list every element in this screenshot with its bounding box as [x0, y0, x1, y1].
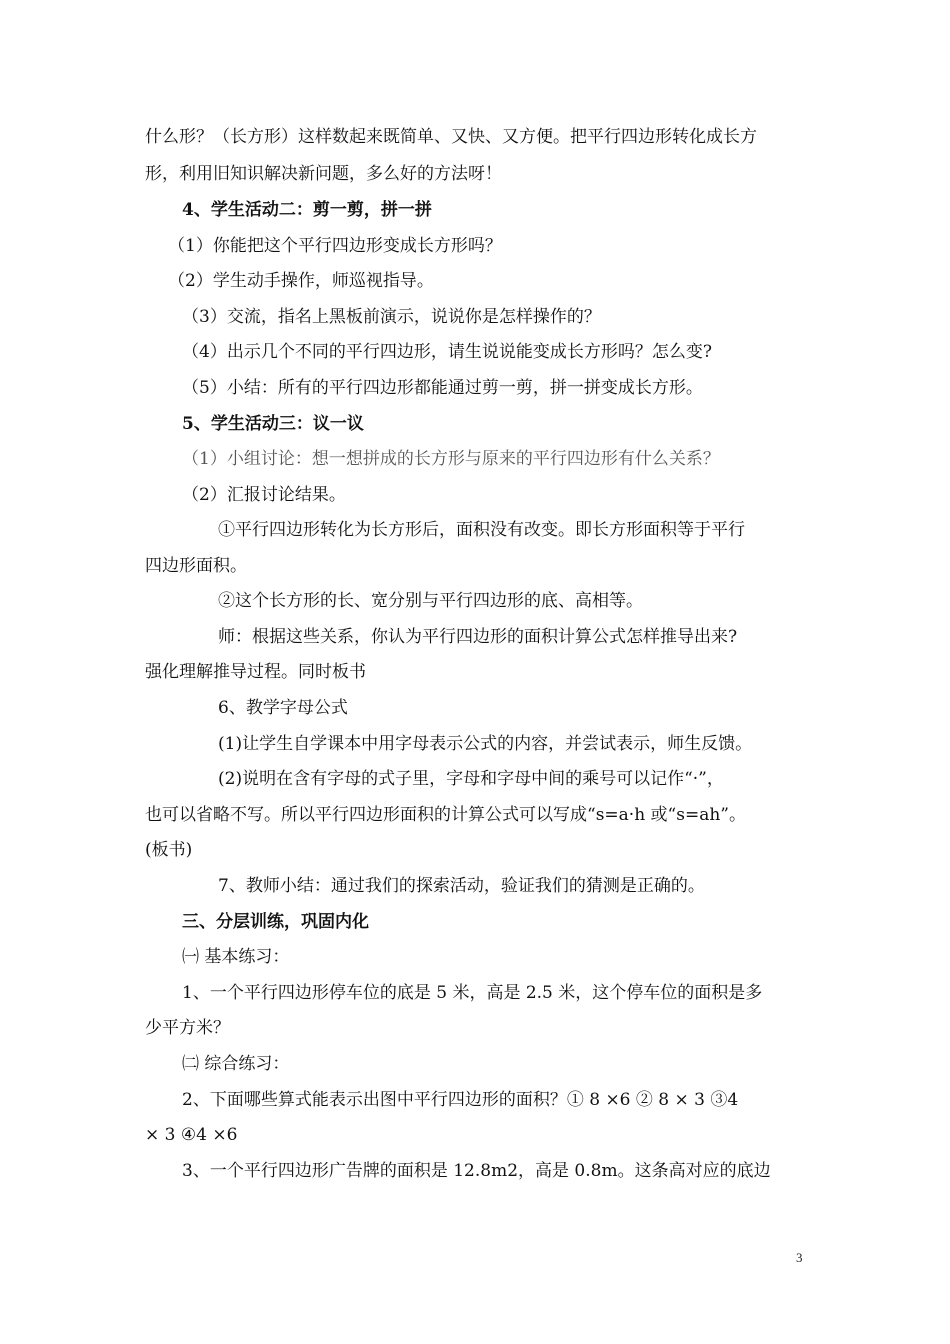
text-line: ①平行四边形转化为长方形后，面积没有改变。即长方形面积等于平行	[218, 520, 745, 540]
text-line: 3、一个平行四边形广告牌的面积是 12.8m2，高是 0.8m。这条高对应的底边	[182, 1161, 771, 1181]
text-line: 师：根据这些关系，你认为平行四边形的面积计算公式怎样推导出来?	[218, 627, 738, 647]
text-line: × 3 ④4 ×6	[145, 1125, 238, 1145]
text-line: 形，利用旧知识解决新问题，多么好的方法呀！	[145, 164, 502, 184]
text-line: （1）小组讨论：想一想拼成的长方形与原来的平行四边形有什么关系？	[182, 449, 720, 469]
text-line: 7、教师小结：通过我们的探索活动，验证我们的猜测是正确的。	[218, 876, 705, 896]
section-heading: 4、学生活动二：剪一剪，拼一拼	[182, 200, 432, 220]
text-line: 1、一个平行四边形停车位的底是 5 米，高是 2.5 米，这个停车位的面积是多	[182, 983, 763, 1003]
text-line: ㈡ 综合练习：	[182, 1054, 290, 1074]
text-line: ㈠ 基本练习：	[182, 947, 290, 967]
text-line: (2)说明在含有字母的式子里，字母和字母中间的乘号可以记作“·”，	[218, 769, 724, 789]
text-line: (板书)	[145, 840, 193, 860]
text-line: 2、下面哪些算式能表示出图中平行四边形的面积？① 8 ×6 ② 8 × 3 ③4	[182, 1090, 739, 1110]
text-line: （5）小结：所有的平行四边形都能通过剪一剪，拼一拼变成长方形。	[182, 378, 703, 398]
text-line: 强化理解推导过程。同时板书	[145, 662, 366, 682]
section-heading: 5、学生活动三：议一议	[182, 414, 364, 434]
text-line: 什么形？（长方形）这样数起来既简单、又快、又方便。把平行四边形转化成长方	[145, 127, 757, 147]
text-line: （2）学生动手操作，师巡视指导。	[168, 271, 434, 291]
text-line: （4）出示几个不同的平行四边形，请生说说能变成长方形吗？怎么变?	[182, 342, 712, 362]
text-line: 四边形面积。	[145, 556, 247, 576]
page-number: 3	[796, 1250, 803, 1265]
text-line: 6、教学字母公式	[218, 698, 348, 718]
text-line: (1)让学生自学课本中用字母表示公式的内容，并尝试表示，师生反馈。	[218, 734, 753, 754]
text-line: （1）你能把这个平行四边形变成长方形吗？	[168, 236, 502, 256]
text-line: 也可以省略不写。所以平行四边形面积的计算公式可以写成“s=a·h 或“s=ah”。	[145, 805, 746, 825]
section-heading: 三、分层训练，巩固内化	[182, 912, 369, 932]
text-line: （2）汇报讨论结果。	[182, 485, 346, 505]
text-line: ②这个长方形的长、宽分别与平行四边形的底、高相等。	[218, 591, 643, 611]
text-line: 少平方米？	[145, 1018, 230, 1038]
text-line: （3）交流，指名上黑板前演示，说说你是怎样操作的？	[182, 307, 601, 327]
